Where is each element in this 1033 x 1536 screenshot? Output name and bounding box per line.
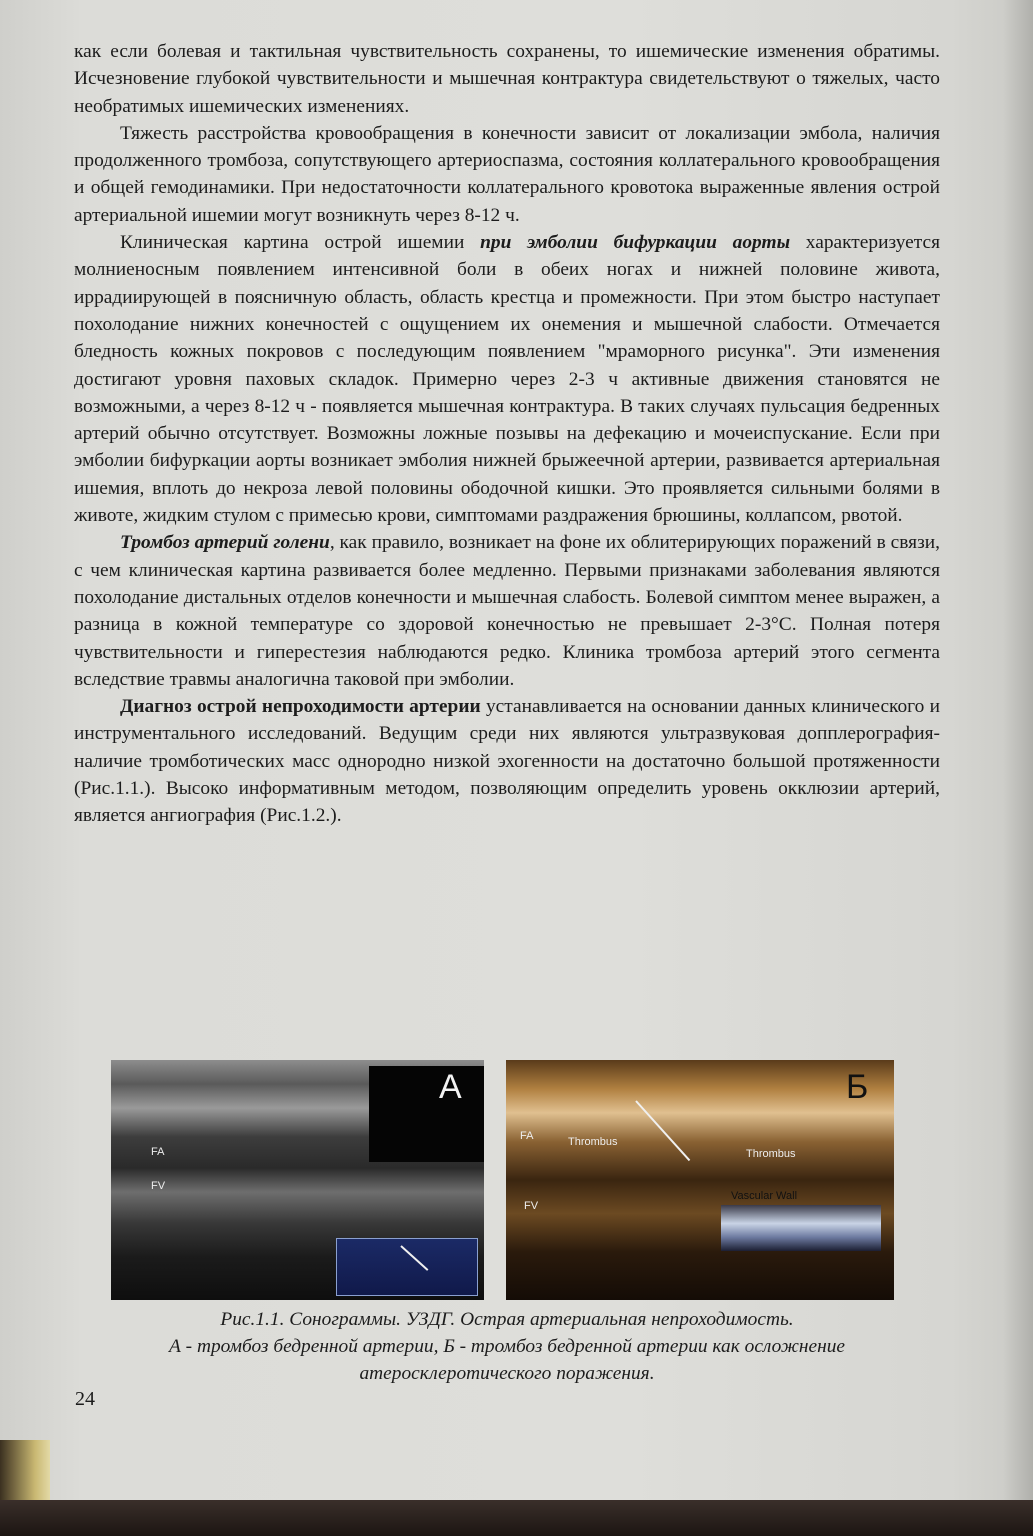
panel-b-label-thrombus-2: Thrombus xyxy=(746,1148,796,1160)
paragraph-4-rest: , как правило, возникает на фоне их облитерирующих поражений в связи, с чем клиническая картина развивается более медленно. Первыми признаками заболевания являются похолодание дистальных отделов конечности и мышечная слабость. Болевой симптом менее выражен, а разница в кожной температуре со здоровой конечностью не превышает 2-3°С. Полная потеря чувствительности и гиперестезия наблюдаются редко. Клиника тромбоза артерий этого сегмента вследствие травмы аналогична таковой при эмболии. xyxy=(74,532,940,690)
panel-b-label-fv: FV xyxy=(524,1200,539,1212)
paragraph-3-rest: характеризуется молниеносным появлением интенсивной боли в обеих ногах и нижней половине живота, иррадиирующей в поясничную область, область крестца и промежности. При этом быстро наступает похолодание нижних конечностей с ощущением их онемения и мышечной слабости. Отмечается бледность кожных покровов с последующим появлением "мраморного рисунка". Эти изменения достигают уровня паховых складок. Примерно через 2-3 ч активные движения становятся не возможными, а через 8-12 ч - появляется мышечная контрактура. В таких случаях пульсация бедренных артерий обычно отсутствует. Возможны ложные позывы на дефекацию и мочеиспускание. Если при эмболии бифуркации аорты возникает эмболия нижней брыжеечной артерии, развивается артериальная ишемия, вплоть до некроза левой половины ободочной кишки. Это проявляется сильными болями в животе, жидким стулом с примесью крови, симптомами раздражения брюшины, коллапсом, рвотой. xyxy=(74,232,940,527)
sonogram-panel-b xyxy=(506,1060,894,1300)
panel-a-label-fv: FV xyxy=(151,1180,166,1192)
caption-line-3: атеросклеротического поражения. xyxy=(359,1363,655,1384)
paragraph-3-emphasis: при эмболии бифуркации аорты xyxy=(480,232,791,254)
paragraph-4-emphasis: Тромбоз артерий голени xyxy=(120,532,330,554)
page-number: 24 xyxy=(75,1388,95,1410)
panel-b-label-fa: FA xyxy=(520,1130,534,1142)
sonogram-figure xyxy=(111,1060,894,1300)
paragraph-1: как если болевая и тактильная чувствительность сохранены, то ишемические изменения обратимы. Исчезновение глубокой чувствительности и мышечная контрактура свидетельствуют о тяжелых, часто необратимых ишемических изменениях. xyxy=(74,41,940,117)
book-corner-object xyxy=(0,1440,50,1500)
panel-b-arrow xyxy=(635,1100,690,1161)
table-surface xyxy=(0,1500,1033,1536)
caption-line-1: Рис.1.1. Сонограммы. УЗДГ. Острая артериальная непроходимость. xyxy=(220,1309,794,1330)
panel-a-doppler-inset xyxy=(336,1238,478,1296)
page-edge-shadow xyxy=(1003,0,1033,1500)
caption-line-2: А - тромбоз бедренной артерии, Б - тромбоз бедренной артерии как осложнение xyxy=(168,1336,846,1357)
panel-a-dark-region xyxy=(369,1066,484,1162)
body-text xyxy=(74,38,940,830)
panel-b-vascular-inset xyxy=(721,1205,881,1251)
figure-caption xyxy=(74,1306,940,1387)
paragraph-2: Тяжесть расстройства кровообращения в конечности зависит от локализации эмбола, наличия продолженного тромбоза, сопутствующего артериоспазма, состояния коллатерального кровообращения и общей гемодинамики. При недостаточности коллатерального кровотока выраженные явления острой артериальной ишемии могут возникнуть через 8-12 ч. xyxy=(74,122,940,226)
panel-a-letter: А xyxy=(439,1068,462,1106)
panel-b-label-vascular-wall: Vascular Wall xyxy=(731,1190,798,1202)
paragraph-3-start: Клиническая картина острой ишемии xyxy=(120,232,481,254)
sonogram-panel-a xyxy=(111,1060,484,1300)
panel-b-letter: Б xyxy=(846,1068,869,1106)
paragraph-3 xyxy=(74,229,940,529)
paragraph-5-emphasis: Диагноз острой непроходимости артерии xyxy=(120,696,481,718)
panel-b-label-thrombus-1: Thrombus xyxy=(568,1136,618,1148)
paragraph-4 xyxy=(74,529,940,693)
paragraph-5 xyxy=(74,693,940,829)
paragraph-5-rest: устанавливается на основании данных клинического и инструментального исследований. Ведущим среди них являются ультразвуковая допплерография- наличие тромботических масс однородно низкой эхогенности на достаточно большой протяженности (Рис.1.1.). Высоко информативным методом, позволяющим определить уровень окклюзии артерий, является ангиография (Рис.1.2.). xyxy=(74,696,940,827)
panel-a-label-fa: FA xyxy=(151,1146,165,1158)
